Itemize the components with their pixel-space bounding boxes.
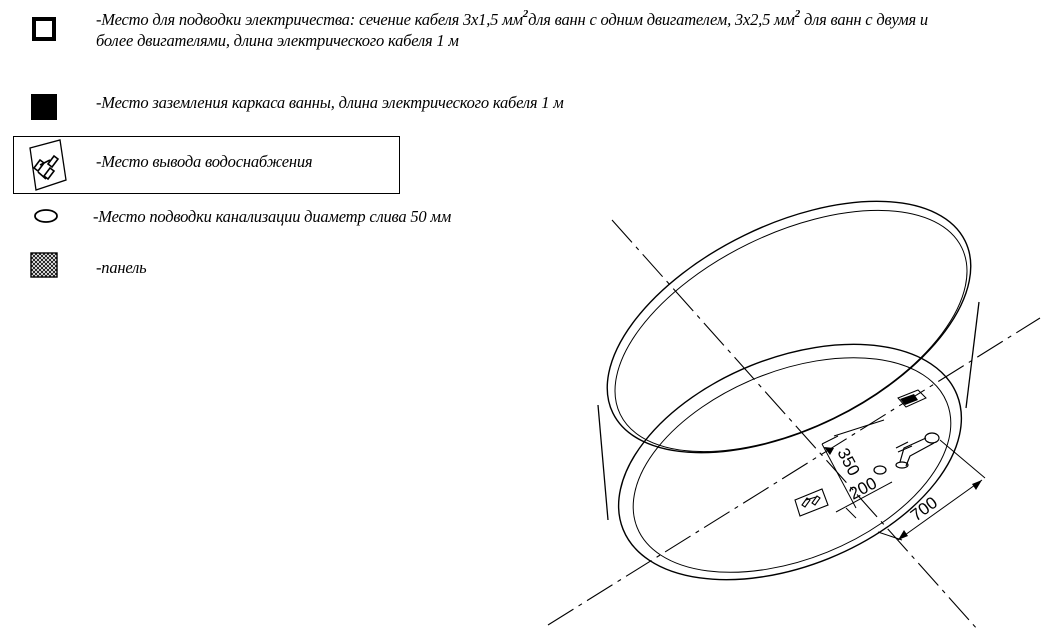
dimension-350: 350	[833, 444, 864, 479]
water-supply-label: -Место вывода водоснабжения	[96, 152, 313, 171]
tub-side-left	[598, 405, 608, 520]
tub-side-right	[966, 302, 979, 408]
electric-supply-label: -Место для подводки электричества: сечение кабеля 3х1,5 $мм^2для$ ванн с одним двигателем, 3х2,5 $мм^2$ для ванн с двумя и более двигателями, длина электрического кабеля 1 м	[96, 7, 928, 50]
tub-faucet-fitting	[896, 433, 939, 468]
drain-label: -Место подводки канализации диаметр слива 50 мм	[93, 207, 452, 226]
dimension-200: 200	[845, 473, 880, 504]
tub-water-outlet-marker	[795, 489, 828, 516]
tub-rim-inner	[578, 161, 1005, 502]
panel-label: -панель	[96, 258, 147, 277]
dimension-700: 700	[906, 492, 942, 526]
tub-drain-marker	[874, 466, 886, 474]
grounding-label: -Место заземления каркаса ванны, длина электрического кабеля 1 м	[96, 93, 564, 112]
tub-rim-outer	[568, 149, 1010, 504]
center-line-a	[612, 220, 978, 630]
tub-base-outer	[584, 298, 996, 626]
center-line-b	[548, 318, 1040, 625]
